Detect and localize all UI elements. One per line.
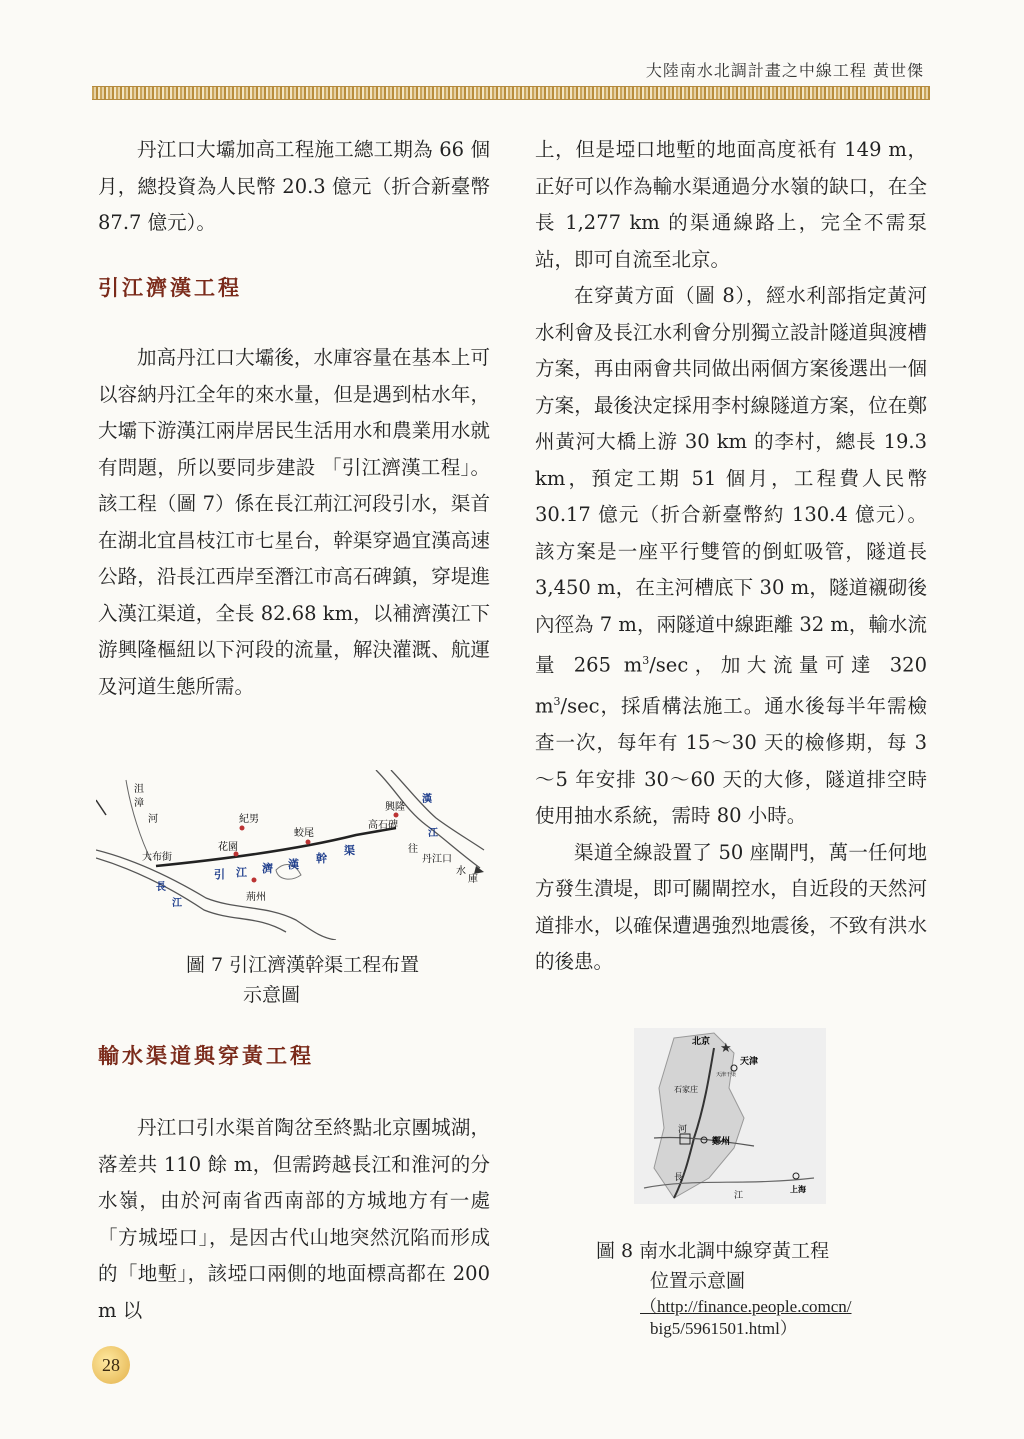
fig7-caption-line2: 示意圖 — [243, 984, 301, 1006]
right-para-2-c: /sec，採盾構法施工。通水後每半年需檢查一次，每年有 15～30 天的檢修期，每 3～5 年安排 30～60 天的大修，隧道排空時使用抽水系統，需時 80 小時。 — [535, 694, 927, 827]
fig8-source-link[interactable]: （http://finance.people.comcn/ — [640, 1297, 852, 1316]
running-title: 大陸南水北調計畫之中線工程 黃世傑 — [645, 61, 924, 80]
star-icon: ★ — [720, 1041, 732, 1056]
arrow-northwest — [96, 800, 106, 815]
fig8-map — [634, 1028, 826, 1204]
superscript-3: 3 — [642, 654, 650, 667]
map7-label: 荊州 — [246, 892, 266, 903]
fig7-caption-line1: 圖 7 引江濟漢幹渠工程布置 — [186, 954, 420, 976]
map8-label: 江 — [734, 1191, 744, 1201]
left-para-1: 丹江口大壩加高工程施工總工期為 66 個月，總投資為人民幣 20.3 億元（折合新臺幣 87.7 億元）。 — [98, 138, 490, 234]
map7-label: 濟 — [262, 862, 273, 875]
map7-label: 紀男 — [239, 814, 259, 825]
fig8-caption — [596, 1236, 852, 1340]
map7-label: 江 — [172, 898, 182, 909]
map7-label: 興隆 — [385, 802, 405, 813]
map7-label: 引 — [214, 868, 225, 881]
heading-transfer — [98, 1040, 314, 1070]
map7-label: 渠 — [344, 844, 355, 857]
map8-label: 北京 — [692, 1037, 711, 1047]
map7-label: 江 — [428, 828, 438, 839]
map7-label: 長 — [156, 882, 166, 893]
right-para-2-a: 在穿黃方面（圖 8），經水利部指定黃河水利會及長江水利會分別獨立設計隧道與渡槽方案，再由兩會共同做出兩個方案後選出一個方案，最後決定採用李村線隧道方案，位在鄭州黃河大橋上游 30 km 的李村，總長 19.3 km，預定工期 51 個月，工程費人民幣 30.17 億元（折合新臺幣約 130.4 億元）。該方案是一座平行雙管的倒虹吸管，隧道長 3,450 m，在主河槽底下 30 m，隧道襯砌後內徑為 7 m，兩隧道中線距離 32 m，輸水流量 265 m — [535, 284, 927, 677]
right-column — [535, 132, 927, 981]
left-column-3 — [98, 1110, 490, 1329]
point-jinan — [240, 826, 245, 831]
map7-label: 丹江口 — [422, 854, 452, 865]
map7-label: 花園 — [218, 842, 238, 853]
section-heading-1: 引江濟漢工程 — [98, 276, 242, 300]
fig7-map — [96, 770, 490, 940]
left-column — [98, 132, 490, 242]
map8-label: 河 — [678, 1125, 688, 1135]
right-para-1: 上，但是埡口地塹的地面高度祇有 149 m，正好可以作為輸水渠通過分水嶺的缺口，在全長 1,277 km 的渠通線路上，完全不需泵站，即可自流至北京。 — [535, 138, 927, 271]
map7-label: 河 — [148, 814, 158, 825]
yangtze-river-bank — [96, 850, 336, 940]
map7-label: 大布街 — [142, 852, 172, 863]
map8-label: 上海 — [790, 1185, 806, 1194]
section-heading-2: 輸水渠道與穿黃工程 — [98, 1044, 314, 1068]
right-para-2-b: /sec，加大流量可達 320 m — [535, 653, 927, 718]
map8-label: 長 — [674, 1173, 684, 1183]
fig8-source-link-cont: big5/5961501.html） — [650, 1319, 797, 1338]
canal-line — [156, 828, 396, 866]
map8-label-small: 天津干渠 — [716, 1072, 737, 1078]
map7-label: 蛟尾 — [294, 828, 314, 839]
point-xinglong — [394, 813, 399, 818]
map8-label: 石家庄 — [674, 1085, 698, 1094]
fig8-caption-line1: 圖 8 南水北調中線穿黃工程 — [596, 1240, 830, 1262]
fig7-caption — [186, 950, 419, 1010]
map7-label: 漳 — [134, 798, 144, 809]
right-para-3: 渠道全線設置了 50 座閘門，萬一任何地方發生潰堤，即可關閘控水，自近段的天然河道排水，以確保遭遇強烈地震後，不致有洪水的後患。 — [535, 840, 927, 973]
map8-label: 天津 — [740, 1057, 759, 1067]
left-para-2: 加高丹江口大壩後，水庫容量在基本上可以容納丹江全年的來水量，但是遇到枯水年，大壩下游漢江兩岸居民生活用水和農業用水就有問題，所以要同步建設 「引江濟漢工程」。該工程（圖 7）係在長江荊江河段引水，渠首在湖北宜昌枝江市七星台，幹渠穿過宜漢高速公路，沿長江西岸至潛江市高石碑鎮，穿堤進入漢江渠道，全長 82.68 km，以補濟漢江下游興隆樞紐以下河段的流量，解決灌溉、航運及河道生態所需。 — [98, 346, 490, 698]
right-para-2 — [535, 278, 927, 835]
heading-yinjiang — [98, 272, 242, 302]
map7-label: 高石碑 — [368, 820, 398, 831]
header-decorative-rule — [92, 86, 930, 100]
map7-label: 江 — [236, 866, 247, 879]
map7-label: 幹 — [316, 852, 327, 865]
page-number: 28 — [92, 1346, 130, 1384]
map7-label: 漢 — [422, 794, 432, 805]
map7-label: 庫 — [468, 874, 478, 885]
map7-label: 漢 — [288, 858, 299, 871]
point-jiaowei — [306, 840, 311, 845]
map7-label: 水 — [456, 866, 466, 877]
map7-label: 往 — [408, 844, 418, 855]
left-column-2 — [98, 340, 490, 705]
superscript-3b: 3 — [553, 695, 561, 708]
map7-label: 沮 — [134, 784, 144, 795]
left-para-3: 丹江口引水渠首陶岔至終點北京團城湖，落差共 110 餘 m，但需跨越長江和淮河的分水嶺，由於河南省西南部的方城地方有一處「方城埡口」，是因古代山地突然沉陷而形成的「地塹」，該埡口兩側的地面標高都在 200 m 以 — [98, 1116, 490, 1322]
map8-label: 鄭州 — [712, 1137, 731, 1147]
fig8-caption-line2: 位置示意圖 — [650, 1270, 746, 1292]
point-jingzhou — [252, 878, 257, 883]
